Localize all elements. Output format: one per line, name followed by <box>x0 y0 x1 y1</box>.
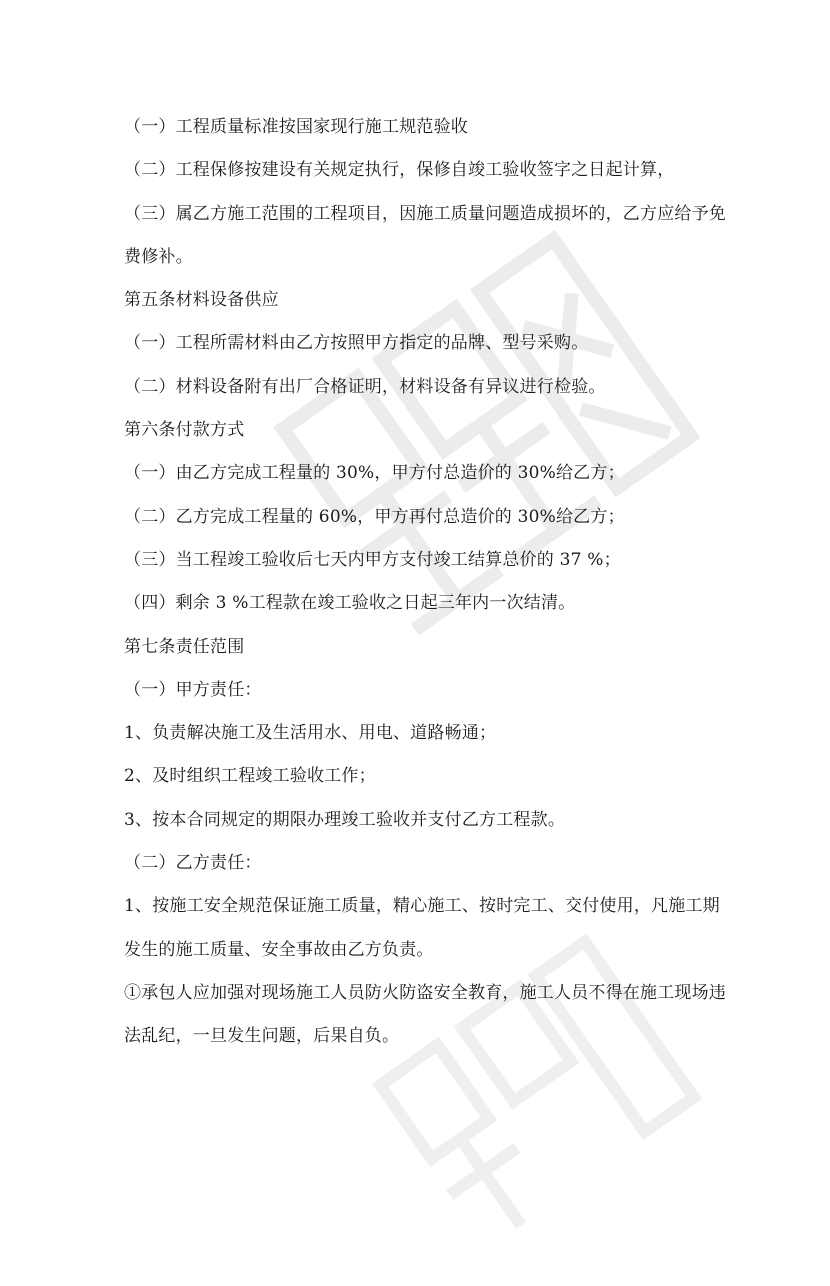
text-line: （三）当工程竣工验收后七天内甲方支付竣工结算总价的 37 %； <box>124 549 621 570</box>
text-line: （二）工程保修按建设有关规定执行，保修自竣工验收签字之日起计算， <box>124 160 675 181</box>
text-line: 法乱纪，一旦发生问题，后果自负。 <box>124 1026 400 1047</box>
text-line: 1、负责解决施工及生活用水、用电、道路畅通； <box>124 723 497 744</box>
text-line: 1、按施工安全规范保证施工质量，精心施工、按时完工、交付使用，凡施工期 <box>124 896 720 917</box>
text-line: 3、按本合同规定的期限办理竣工验收并支付乙方工程款。 <box>124 809 566 830</box>
section-heading: 第六条付款方式 <box>124 420 245 441</box>
text-line: （四）剩余 3 %工程款在竣工验收之日起三年内一次结清。 <box>124 593 576 614</box>
text-line: （一）工程质量标准按国家现行施工规范验收 <box>124 117 468 137</box>
text-line: （一）甲方责任： <box>124 679 262 700</box>
text-line: ①承包人应加强对现场施工人员防火防盗安全教育，施工人员不得在施工现场违 <box>124 982 726 1003</box>
text-line: （一）由乙方完成工程量的 30%，甲方付总造价的 30%给乙方； <box>124 463 625 484</box>
text-line: （二）乙方完成工程量的 60%，甲方再付总造价的 30%给乙方； <box>124 506 625 527</box>
section-heading: 第五条材料设备供应 <box>124 290 279 311</box>
text-line: 2、及时组织工程竣工验收工作； <box>124 766 376 787</box>
text-line: （一）工程所需材料由乙方按照甲方指定的品牌、型号采购。 <box>124 333 589 354</box>
text-line: （三）属乙方施工范围的工程项目，因施工质量问题造成损坏的，乙方应给予免 <box>124 203 726 224</box>
document-body <box>124 106 724 1059</box>
text-line: （二）乙方责任： <box>124 853 262 874</box>
text-line: （二）材料设备附有出厂合格证明，材料设备有异议进行检验。 <box>124 376 606 397</box>
section-heading: 第七条责任范围 <box>124 636 245 657</box>
text-line: 发生的施工质量、安全事故由乙方负责。 <box>124 939 434 960</box>
text-line: 费修补。 <box>124 246 193 267</box>
